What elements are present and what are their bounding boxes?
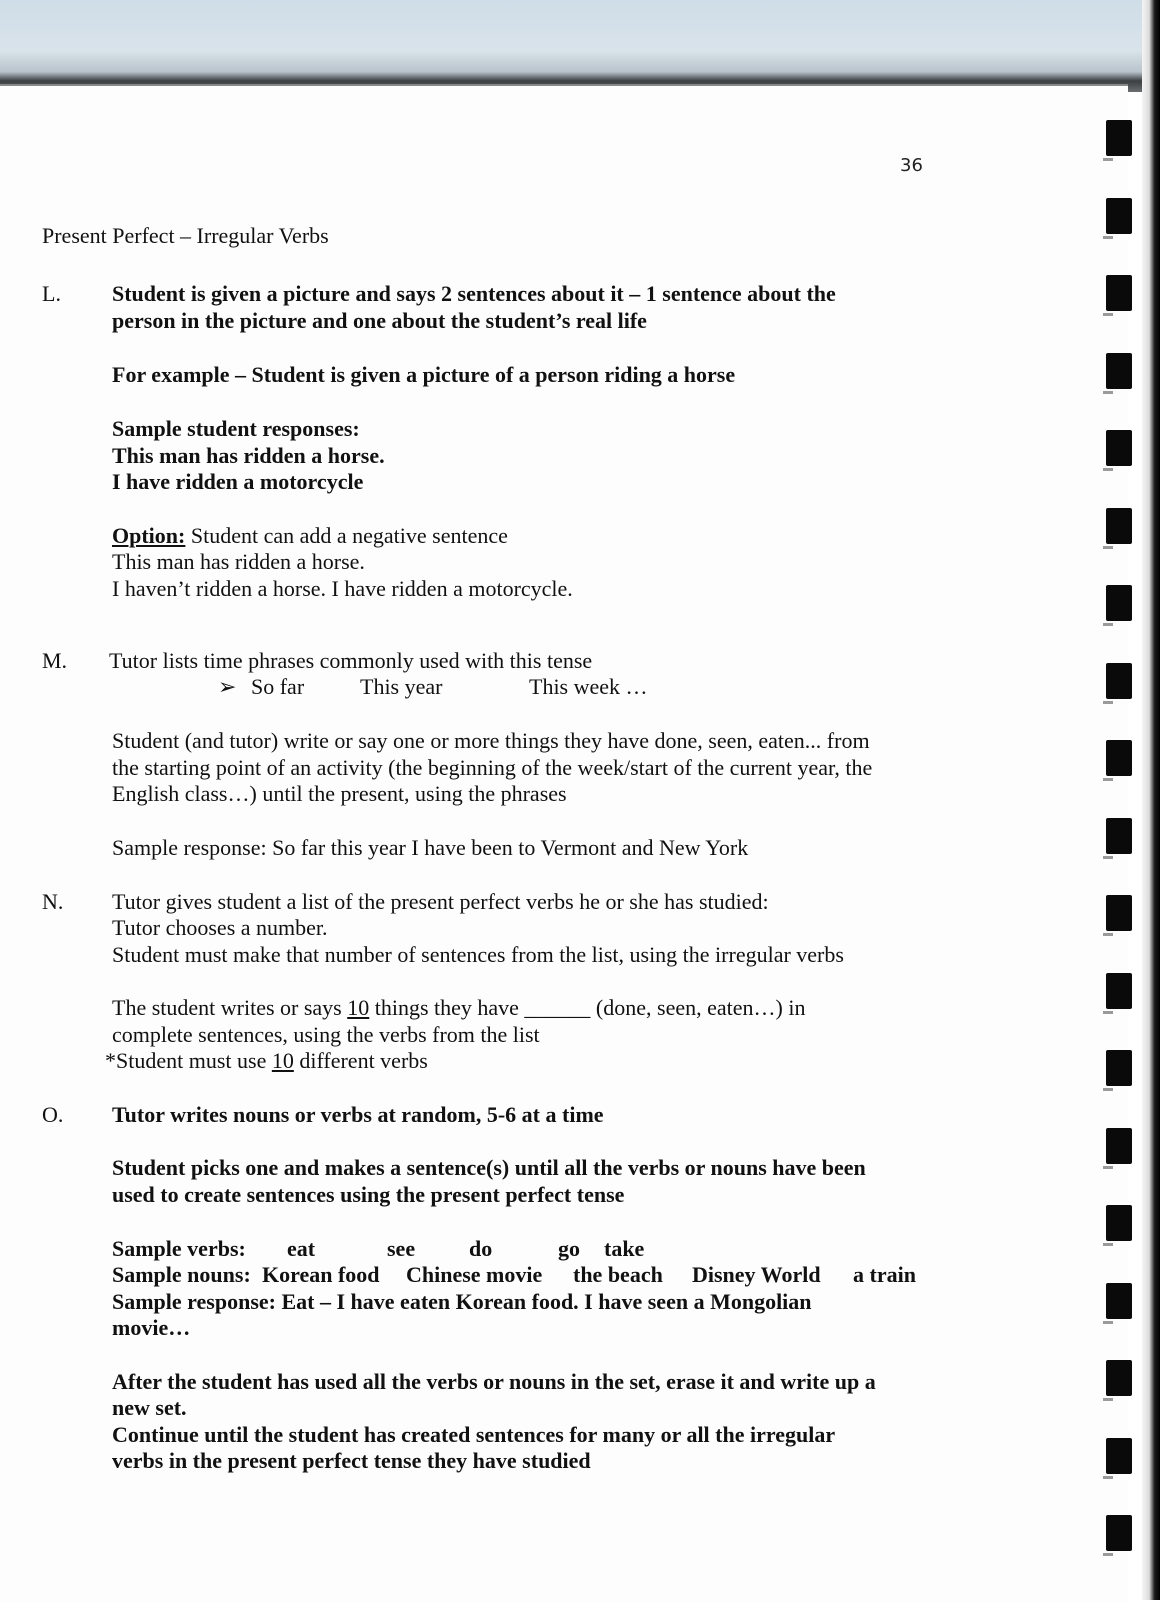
o-verbs-label: Sample verbs: (112, 1236, 246, 1261)
n-para3 (105, 1048, 428, 1074)
binding-hole (1106, 895, 1132, 931)
section-letter-l: L. (42, 281, 61, 306)
m-line1: Tutor lists time phrases commonly used with this tense (109, 648, 593, 673)
m-phrase-this-week: This week … (529, 674, 648, 699)
binding-hole (1106, 1128, 1132, 1164)
n-para2-line1 (112, 995, 805, 1021)
o-verb-take: take (604, 1236, 645, 1261)
binding-hole (1106, 1050, 1132, 1086)
l-option2: I haven’t ridden a horse. I have ridden a motorcycle. (112, 576, 573, 601)
l-instruction-line1: Student is given a picture and says 2 sentences about it – 1 sentence about the (112, 281, 836, 306)
l-option-label: Option: (112, 523, 186, 548)
section-letter-o: O. (42, 1102, 64, 1127)
l-example: For example – Student is given a picture of a person riding a horse (112, 362, 736, 387)
o-continue-line1: Continue until the student has created sentences for many or all the irregular (112, 1422, 836, 1447)
o-noun-a-train: a train (853, 1262, 916, 1287)
binding-edge (1142, 0, 1160, 1600)
l-sample-heading: Sample student responses: (112, 416, 360, 441)
o-verb-see: see (387, 1236, 416, 1261)
binding-hole (1106, 1515, 1132, 1551)
binding-hole (1106, 663, 1132, 699)
n-line1: Tutor gives student a list of the present perfect verbs he or she has studied: (112, 889, 769, 914)
binding-hole (1106, 818, 1132, 854)
l-instruction-line2: person in the picture and one about the student’s real life (112, 308, 647, 333)
o-noun-chinese-movie: Chinese movie (406, 1262, 543, 1287)
binding-hole (1106, 120, 1132, 156)
n-para2-a: The student writes or says (112, 995, 348, 1020)
o-after-line2: new set. (112, 1395, 187, 1420)
l-option1: This man has ridden a horse. (112, 549, 365, 574)
binding-hole (1106, 740, 1132, 776)
l-option (112, 523, 508, 549)
binding-hole (1106, 1438, 1132, 1474)
binding-hole (1106, 1283, 1132, 1319)
binding-hole (1106, 430, 1132, 466)
n-para3-b: different verbs (293, 1048, 428, 1073)
m-para1: Student (and tutor) write or say one or more things they have done, seen, eaten... from (112, 728, 870, 753)
o-verb-eat: eat (287, 1236, 316, 1261)
o-response-line2: movie… (112, 1315, 191, 1340)
binding-hole (1106, 585, 1132, 621)
scanner-background (0, 0, 1160, 92)
section-letter-m: M. (42, 648, 68, 673)
m-phrase-so-far: So far (251, 674, 305, 699)
o-noun-disney-world: Disney World (692, 1262, 821, 1287)
n-para3-num: 10 (271, 1048, 294, 1073)
binding-hole (1106, 973, 1132, 1009)
n-line2: Tutor chooses a number. (112, 915, 328, 940)
m-bullet: ➢ (218, 674, 237, 699)
section-title: Present Perfect – Irregular Verbs (42, 223, 329, 248)
n-para2-line2: complete sentences, using the verbs from the list (112, 1022, 540, 1047)
o-response-line1: Sample response: Eat – I have eaten Korean food. I have seen a Mongolian (112, 1289, 812, 1314)
l-sample1: This man has ridden a horse. (112, 443, 385, 468)
m-phrase-this-year: This year (360, 674, 443, 699)
n-line3: Student must make that number of sentences from the list, using the irregular verbs (112, 942, 844, 967)
o-continue-line2: verbs in the present perfect tense they have studied (112, 1448, 591, 1473)
binding-hole (1106, 275, 1132, 311)
spiral-binding (1106, 120, 1136, 1600)
o-line1: Tutor writes nouns or verbs at random, 5-6 at a time (112, 1102, 604, 1127)
m-sample: Sample response: So far this year I have been to Vermont and New York (112, 835, 749, 860)
n-para3-a: *Student must use (105, 1048, 272, 1073)
m-para3: English class…) until the present, using the phrases (112, 781, 567, 806)
n-para2-num: 10 (347, 995, 370, 1020)
binding-hole (1106, 1205, 1132, 1241)
binding-hole (1106, 1360, 1132, 1396)
binding-hole (1106, 508, 1132, 544)
m-para2: the starting point of an activity (the beginning of the week/start of the current year, the (112, 755, 873, 780)
o-after-line1: After the student has used all the verbs or nouns in the set, erase it and write up a (112, 1369, 876, 1394)
page-number: 36 (900, 155, 923, 176)
o-noun-the-beach: the beach (573, 1262, 663, 1287)
binding-hole (1106, 353, 1132, 389)
binding-hole (1106, 198, 1132, 234)
o-noun-korean-food: Korean food (262, 1262, 380, 1287)
n-para2-b: things they have ______ (done, seen, eaten…) in (369, 995, 806, 1020)
l-sample2: I have ridden a motorcycle (112, 469, 364, 494)
l-option-text: Student can add a negative sentence (185, 523, 508, 548)
o-nouns-label: Sample nouns: (112, 1262, 251, 1287)
o-line2: Student picks one and makes a sentence(s) until all the verbs or nouns have been (112, 1155, 866, 1180)
o-verb-do: do (469, 1236, 493, 1261)
section-letter-n: N. (42, 889, 64, 914)
o-verb-go: go (558, 1236, 580, 1261)
o-line3: used to create sentences using the present perfect tense (112, 1182, 625, 1207)
